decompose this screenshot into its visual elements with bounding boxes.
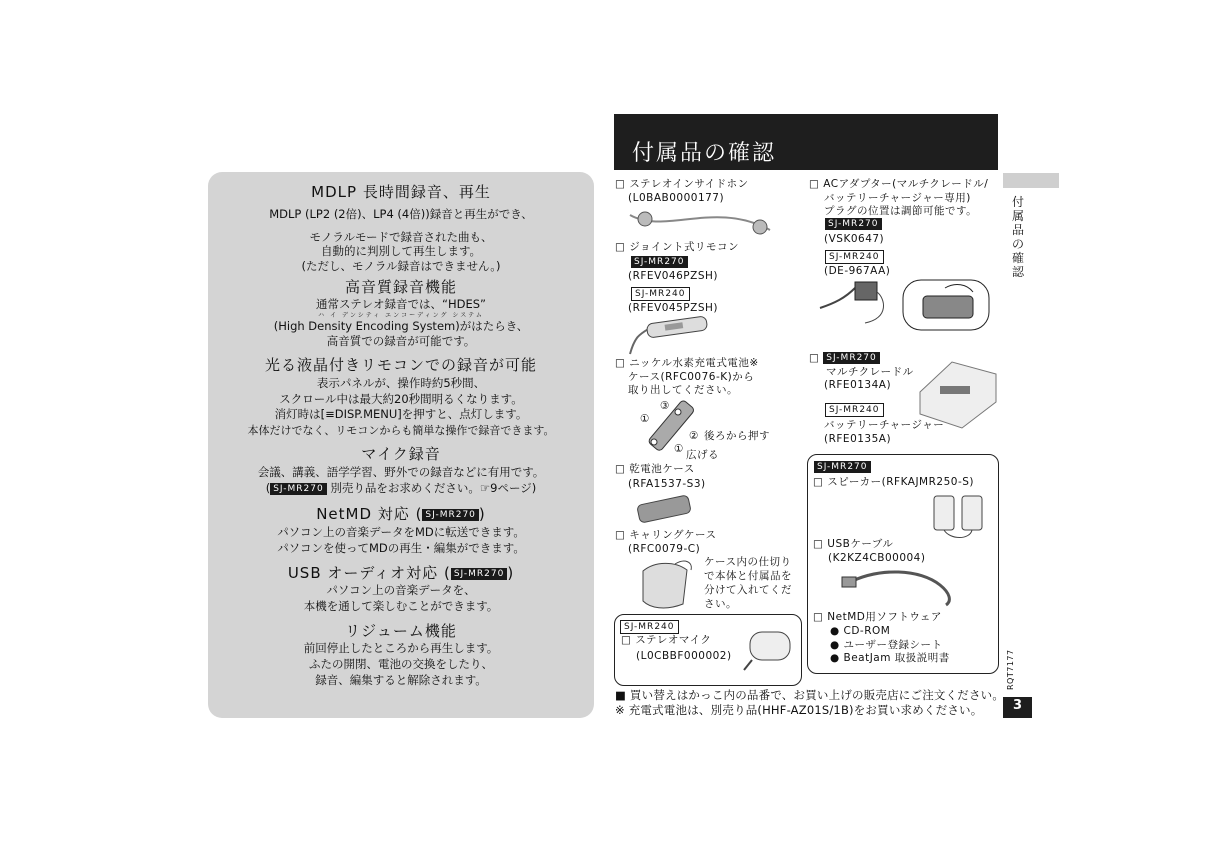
drycase-code: (RFA1537-S3) — [628, 478, 706, 490]
side-tab — [1003, 173, 1059, 188]
hq-line-1: 通常ステレオ録音では、“HDES” — [315, 297, 487, 311]
hq-heading: 高音質録音機能 — [344, 278, 457, 296]
hq-line-3: 高音質での録音が可能です。 — [326, 334, 476, 348]
step-1-marker-b: ① — [674, 443, 684, 455]
mic-illustration — [740, 628, 796, 672]
lcd-line-1: 表示パネルが、操作時約5秒間、 — [316, 376, 486, 390]
adapter-tag-2-row — [825, 250, 884, 264]
mr270-box-tag-row — [814, 461, 871, 474]
mdlp-line-1: MDLP (LP2 (2倍)、LP4 (4倍))録音と再生ができ、 — [269, 207, 533, 221]
side-label: 付属品の確認 — [1012, 195, 1025, 279]
model-tag: SJ-MR240 — [825, 250, 884, 264]
drycase-name: □ 乾電池ケース — [615, 463, 695, 476]
ac-adapter-illustration — [815, 278, 995, 334]
earphones-illustration — [625, 205, 775, 240]
usb-audio-line-2: 本機を通して楽しむことができます。 — [303, 599, 499, 613]
lcd-remote-heading: 光る液晶付きリモコンでの録音が可能 — [264, 356, 537, 374]
model-tag: SJ-MR270 — [451, 568, 508, 580]
page-title: 付属品の確認 — [632, 141, 777, 166]
usb-cable-code: (K2KZ4CB00004) — [828, 552, 926, 564]
model-tag: SJ-MR270 — [422, 509, 479, 521]
mdlp-heading: MDLP 長時間録音、再生 — [311, 183, 491, 201]
resume-line-2: ふたの開閉、電池の交換をしたり、 — [309, 657, 493, 671]
lcd-line-2: スクロール中は最大約20秒間明るくなります。 — [279, 392, 523, 406]
remote-code-1: (RFEV046PZSH) — [628, 270, 718, 282]
adapter-line-2: バッテリーチャージャー専用) — [824, 192, 971, 204]
earphones-name: □ ステレオインサイドホン — [615, 178, 749, 191]
battery-case-illustration — [636, 400, 706, 455]
cradle-tag-1-row — [809, 352, 880, 365]
remote-tag-1-row — [631, 256, 688, 269]
model-tag: SJ-MR270 — [631, 256, 688, 268]
netmd-heading-row: NetMD 対応 ( SJ-MR270 ) — [316, 505, 486, 523]
usb-cable-illustration — [840, 565, 960, 609]
mdlp-line-2: モノラルモードで録音された曲も、 — [309, 230, 493, 244]
model-tag: SJ-MR240 — [620, 620, 679, 634]
mic-line-1: 会議、講義、語学学習、野外での録音などに有用です。 — [257, 465, 545, 479]
carry-desc-1: ケース内の仕切り — [704, 556, 792, 568]
remote-code-2: (RFEV045PZSH) — [628, 302, 718, 314]
carry-desc-4: さい。 — [704, 598, 737, 610]
usb-cable-name: □ USBケーブル — [813, 538, 893, 551]
model-tag: SJ-MR270 — [814, 461, 871, 473]
mic-name: □ ステレオマイク — [621, 634, 711, 647]
battery-line-2: ケース(RFC0076-K)から — [628, 371, 755, 383]
mdlp-line-3: 自動的に判別して再生します。 — [320, 244, 482, 258]
software-item-3: ● BeatJam 取扱説明書 — [830, 652, 950, 664]
mic-note-prefix: ( — [265, 481, 271, 495]
lcd-line-3: 消灯時は[≡DISP.MENU]を押すと、点灯します。 — [274, 407, 528, 421]
step-open-label: 広げる — [686, 449, 719, 461]
battery-line-1: □ ニッケル水素充電式電池※ — [615, 357, 759, 370]
mic-note-rest: 別売り品をお求めください。☞9ページ) — [330, 481, 537, 495]
carry-name: □ キャリングケース — [615, 529, 717, 542]
resume-line-3: 録音、編集すると解除されます。 — [315, 673, 487, 687]
cradle-name: マルチクレードル — [826, 366, 914, 378]
charger-tag-row — [825, 403, 884, 417]
carry-case-illustration — [635, 556, 697, 612]
drycase-illustration — [634, 490, 694, 526]
model-tag: SJ-MR240 — [631, 287, 690, 301]
mic-code: (L0CBBF000002) — [636, 650, 732, 662]
adapter-line-3: プラグの位置は調節可能です。 — [824, 205, 978, 217]
footer-note-2: ※ 充電式電池は、別売り品(HHF-AZ01S/1B)をお買い求めください。 — [615, 703, 983, 717]
resume-heading: リジューム機能 — [345, 622, 457, 640]
model-tag: SJ-MR270 — [825, 218, 882, 230]
netmd-line-2: パソコンを使ってMDの再生・編集ができます。 — [277, 541, 525, 555]
netmd-line-1: パソコン上の音楽データをMDに転送できます。 — [277, 525, 525, 539]
mic-heading: マイク録音 — [361, 445, 441, 463]
netmd-heading: NetMD 対応 — [316, 505, 410, 523]
usb-audio-line-1: パソコン上の音楽データを、 — [326, 583, 476, 597]
usb-audio-heading: USB オーディオ対応 — [287, 564, 439, 582]
mdlp-line-4: (ただし、モノラル録音はできません。) — [301, 259, 501, 273]
carry-desc-3: 分けて入れてくだ — [704, 584, 792, 596]
hq-line-2: (High Density Encoding System)がはたらき、 — [273, 319, 529, 333]
adapter-line-1: □ ACアダプター(マルチクレードル/ — [809, 178, 988, 191]
cradle-code: (RFE0134A) — [824, 379, 892, 391]
battery-line-3: 取り出してください。 — [628, 384, 738, 396]
usb-audio-heading-row: USB オーディオ対応 ( SJ-MR270 ) — [287, 564, 515, 582]
model-tag: SJ-MR270 — [823, 352, 880, 364]
footer-note-1: ■ 買い替えはかっこ内の品番で、お買い上げの販売店にご注文ください。 — [615, 688, 1005, 702]
hq-ruby: ハ イ デンシティ エンコーディング システム — [318, 312, 484, 319]
model-tag: SJ-MR270 — [270, 483, 327, 495]
carry-code: (RFC0079-C) — [628, 543, 701, 555]
resume-line-1: 前回停止したところから再生します。 — [303, 641, 499, 655]
step-1-marker: ① — [640, 413, 650, 425]
lcd-line-4: 本体だけでなく、リモコンからも簡単な操作で録音できます。 — [247, 424, 555, 437]
model-tag: SJ-MR240 — [825, 403, 884, 417]
software-item-1: ● CD-ROM — [830, 625, 891, 637]
adapter-code-2: (DE-967AA) — [824, 265, 891, 277]
step-3-marker: ③ — [660, 400, 670, 412]
speaker-name: □ スピーカー(RFKAJMR250-S) — [813, 476, 974, 489]
adapter-code-1: (VSK0647) — [824, 233, 885, 245]
mic-tag-row — [620, 620, 679, 634]
software-item-2: ● ユーザー登録シート — [830, 639, 943, 651]
carry-desc-2: で本体と付属品を — [704, 570, 792, 582]
page-number: 3 — [1012, 698, 1023, 713]
adapter-tag-1-row — [825, 218, 882, 231]
step-2-marker: ② — [689, 430, 699, 442]
remote-name: □ ジョイント式リモコン — [615, 241, 739, 254]
features-panel — [208, 172, 594, 718]
remote-tag-2-row — [631, 287, 690, 301]
step-push-label: 後ろから押す — [704, 430, 770, 442]
speaker-illustration — [930, 492, 990, 544]
earphones-code: (L0BAB0000177) — [628, 192, 725, 204]
charger-name: バッテリーチャージャー — [824, 419, 945, 431]
mic-note — [208, 480, 594, 497]
remote-illustration — [625, 316, 715, 356]
cradle-illustration — [912, 352, 1002, 432]
doc-code: RQT7177 — [1006, 649, 1015, 690]
software-name: □ NetMD用ソフトウェア — [813, 611, 942, 624]
charger-code: (RFE0135A) — [824, 433, 892, 445]
